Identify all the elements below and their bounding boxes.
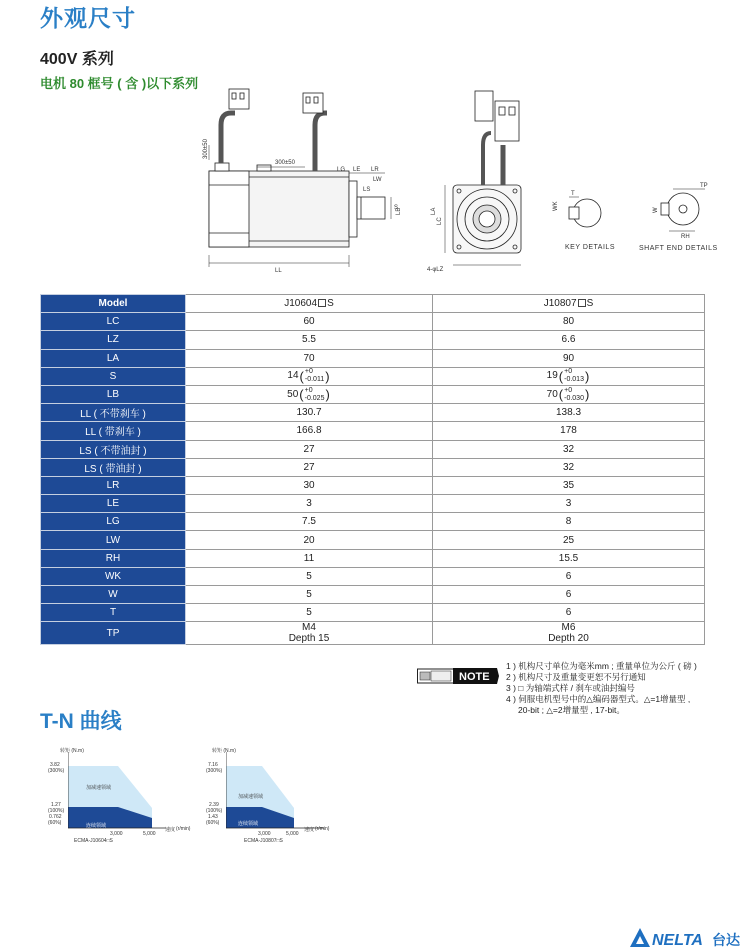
dim-wk-label: WK: [553, 201, 559, 211]
series-subheading: 电机 80 框号 ( 含 )以下系列: [40, 76, 199, 91]
dim-300-vertical-label: 300±50: [203, 139, 209, 159]
row-label: S: [41, 367, 186, 385]
model-1-suffix: S: [327, 298, 334, 310]
tn1-ymid1: 1.27: [51, 802, 61, 808]
cell-value: 6: [433, 586, 705, 604]
row-label: LR: [41, 476, 186, 494]
table-row: [41, 313, 705, 331]
table-row: [41, 404, 705, 422]
dim-le-label: LE: [353, 167, 361, 173]
dim-lb-label: LB: [396, 207, 402, 215]
front-view-drawing: [445, 91, 521, 265]
tn2-ymid1-pct: (100%): [206, 808, 223, 814]
cell-value: 25: [433, 531, 705, 549]
page-title: 外观尺寸: [40, 5, 136, 31]
cell-value: 15.5: [433, 549, 705, 567]
cell-value: 130.7: [186, 404, 433, 422]
cell-value: 70: [186, 349, 433, 367]
cell-value: 32: [433, 440, 705, 458]
table-row: [41, 622, 705, 645]
dim-s-label: S: [394, 205, 399, 211]
tn2-region-lower: 连续领域: [238, 821, 259, 827]
tn1-ymid2: 0.762: [49, 814, 62, 820]
tn2-ymid1: 2.39: [209, 802, 219, 808]
cell-value: 6.6: [433, 331, 705, 349]
cell-value: 19 ( +0 -0.013 ): [433, 367, 705, 385]
table-row: [41, 385, 705, 403]
tn2-ymid2: 1.43: [208, 814, 218, 820]
tol-nominal: 50: [287, 388, 299, 400]
table-row: [41, 458, 705, 476]
tol-lower: -0.011: [304, 376, 325, 384]
tn1-ymid1-pct: (100%): [48, 808, 65, 814]
cell-value: 27: [186, 458, 433, 476]
tol-upper: +0: [304, 386, 313, 394]
placeholder-box-icon: [578, 299, 586, 307]
tn2-ytop-pct: (300%): [206, 768, 223, 774]
tn2-caption: ECMA-J10807□S: [244, 838, 283, 844]
tn1-x2: 5,000: [143, 831, 156, 837]
row-label: WK: [41, 567, 186, 585]
table-row: [41, 604, 705, 622]
placeholder-box-icon: [318, 299, 326, 307]
note-item: 4 ) 伺服电机型号中的△编码器型式。△=1增量型 ,: [506, 694, 691, 704]
row-label: LS ( 带油封 ): [41, 458, 186, 476]
model-col-1: [186, 295, 433, 313]
tol-lower: -0.025: [304, 394, 325, 402]
tol-lower: -0.030: [564, 394, 584, 402]
tp-depth: Depth 20: [548, 633, 589, 645]
key-details-caption: KEY DETAILS: [565, 244, 615, 251]
table-header-row: [41, 295, 705, 313]
cell-value: 32: [433, 458, 705, 476]
cell-value: 5: [186, 586, 433, 604]
row-label: LC: [41, 313, 186, 331]
table-row: [41, 513, 705, 531]
model-header: Model: [41, 295, 186, 313]
cell-value: 27: [186, 440, 433, 458]
tol-upper: +0: [564, 368, 573, 376]
tn2-xlabel: 速度: [304, 827, 315, 833]
logo-cn: 台达: [712, 933, 740, 949]
dim-lw-label: LW: [373, 177, 382, 183]
cell-value: 20: [186, 531, 433, 549]
dim-w-label: W: [653, 207, 659, 213]
shaft-end-drawing: [661, 189, 705, 231]
row-label: LA: [41, 349, 186, 367]
cell-value: 6: [433, 604, 705, 622]
cell-value: 138.3: [433, 404, 705, 422]
notes-section: [417, 661, 717, 721]
tn1-xlabel: 速度: [165, 827, 176, 833]
cell-value: 5.5: [186, 331, 433, 349]
model-1-prefix: J10604: [284, 298, 318, 310]
tn2-ylabel: 转矩 (N.m): [212, 748, 236, 754]
tn1-ymid2-pct: (60%): [48, 820, 62, 826]
table-row: [41, 476, 705, 494]
note-item: 20-bit ; △=2增量型 , 17-bit。: [518, 705, 625, 715]
table-row: [41, 531, 705, 549]
tol-nominal: 70: [546, 388, 558, 400]
tn1-ytop-pct: (300%): [48, 768, 65, 774]
tol-nominal: 14: [287, 370, 299, 382]
notes-list: [506, 661, 697, 716]
dim-lg-label: LG: [337, 167, 346, 173]
tn1-caption: ECMA-J10604□S: [74, 838, 113, 844]
row-label: LL ( 不带刹车 ): [41, 404, 186, 422]
cell-value: 30: [186, 476, 433, 494]
cell-value: 70 ( +0 -0.030 ): [433, 385, 705, 403]
tn1-region-upper: 加减速领域: [86, 785, 112, 791]
tn2-region-upper: 加减速领域: [238, 794, 264, 800]
tn-chart-1-plot: [68, 752, 168, 840]
logo-brand: NELTA: [652, 932, 703, 949]
table-row: [41, 367, 705, 385]
table-row: [41, 586, 705, 604]
dim-lr-label: LR: [371, 167, 379, 173]
row-label: W: [41, 586, 186, 604]
cell-value: 50 ( +0 -0.025 ): [186, 385, 433, 403]
cell-value: 90: [433, 349, 705, 367]
tn1-xunit: (r/min): [176, 826, 191, 832]
table-row: [41, 422, 705, 440]
tn1-x1: 3,000: [110, 831, 123, 837]
dim-t-label: T: [571, 191, 575, 197]
cell-value: 7.5: [186, 513, 433, 531]
note-item: 3 ) □ 为轴端式样 / 刹车或油封编号: [506, 683, 635, 693]
model-2-suffix: S: [586, 298, 594, 310]
spec-table: [40, 294, 705, 645]
model-col-2: [433, 295, 705, 313]
note-item: 2 ) 机构尺寸及重量变更恕不另行通知: [506, 672, 646, 682]
cell-value: 60: [186, 313, 433, 331]
row-label: LG: [41, 513, 186, 531]
cell-value: [433, 622, 705, 645]
table-row: [41, 440, 705, 458]
table-row: [41, 567, 705, 585]
row-label: LZ: [41, 331, 186, 349]
cell-value: 178: [433, 422, 705, 440]
tn1-ylabel: 转矩 (N.m): [60, 748, 84, 754]
note-badge-text: NOTE: [459, 671, 490, 683]
model-2-prefix: J10807: [543, 298, 577, 310]
tp-size: M6: [561, 622, 576, 634]
cell-value: 6: [433, 567, 705, 585]
cell-value: 3: [186, 495, 433, 513]
key-detail-drawing: [569, 197, 601, 227]
tn2-x2: 5,000: [286, 831, 299, 837]
tol-upper: +0: [304, 368, 313, 376]
tol-nominal: 19: [546, 370, 558, 382]
dimension-drawings: [195, 85, 715, 285]
shaft-end-details-caption: SHAFT END DETAILS: [639, 245, 718, 252]
tn2-x1: 3,000: [258, 831, 271, 837]
cell-value: 5: [186, 604, 433, 622]
note-badge: [417, 668, 499, 684]
row-label: LL ( 带刹车 ): [41, 422, 186, 440]
tn2-ytop: 7.16: [208, 762, 218, 768]
tp-size: M4: [302, 622, 316, 634]
cell-value: 8: [433, 513, 705, 531]
cell-value: 3: [433, 495, 705, 513]
cell-value: 5: [186, 567, 433, 585]
tn-curve-title: T-N 曲线: [40, 710, 122, 733]
delta-logo: [628, 925, 748, 949]
table-row: [41, 549, 705, 567]
cell-value: 166.8: [186, 422, 433, 440]
cell-value: [186, 622, 433, 645]
series-heading: 400V 系列: [40, 51, 114, 68]
dim-la-label: LA: [431, 207, 437, 215]
tn2-ymid2-pct: (60%): [206, 820, 220, 826]
dim-lz-label: 4-φLZ: [427, 267, 444, 273]
row-label: LS ( 不带油封 ): [41, 440, 186, 458]
tp-depth: Depth 15: [288, 633, 330, 645]
table-row: [41, 495, 705, 513]
dim-ls-label: LS: [363, 187, 371, 193]
dim-300-label: 300±50: [275, 160, 295, 166]
side-view-drawing: [209, 89, 391, 267]
tn1-ytop: 3.82: [50, 762, 60, 768]
row-label: LB: [41, 385, 186, 403]
tol-upper: +0: [564, 386, 573, 394]
cell-value: 35: [433, 476, 705, 494]
table-row: [41, 349, 705, 367]
row-label: LE: [41, 495, 186, 513]
dim-ll-label: LL: [275, 268, 282, 274]
table-row: [41, 331, 705, 349]
dim-rh-label: RH: [681, 234, 690, 240]
note-item: 1 ) 机构尺寸单位为毫米mm ; 重量单位为公斤 ( 磅 ): [506, 661, 697, 671]
cell-value: 14 ( +0 -0.011 ): [186, 367, 433, 385]
row-label: RH: [41, 549, 186, 567]
row-label: TP: [41, 622, 186, 645]
cell-value: 11: [186, 549, 433, 567]
row-label: LW: [41, 531, 186, 549]
tn2-xunit: (r/min): [315, 826, 330, 832]
tol-lower: -0.013: [564, 376, 584, 384]
dim-tp-label: TP: [700, 183, 708, 189]
tn1-region-lower: 连续领域: [86, 823, 107, 829]
cell-value: 80: [433, 313, 705, 331]
dim-lc-label: LC: [437, 217, 443, 225]
row-label: T: [41, 604, 186, 622]
